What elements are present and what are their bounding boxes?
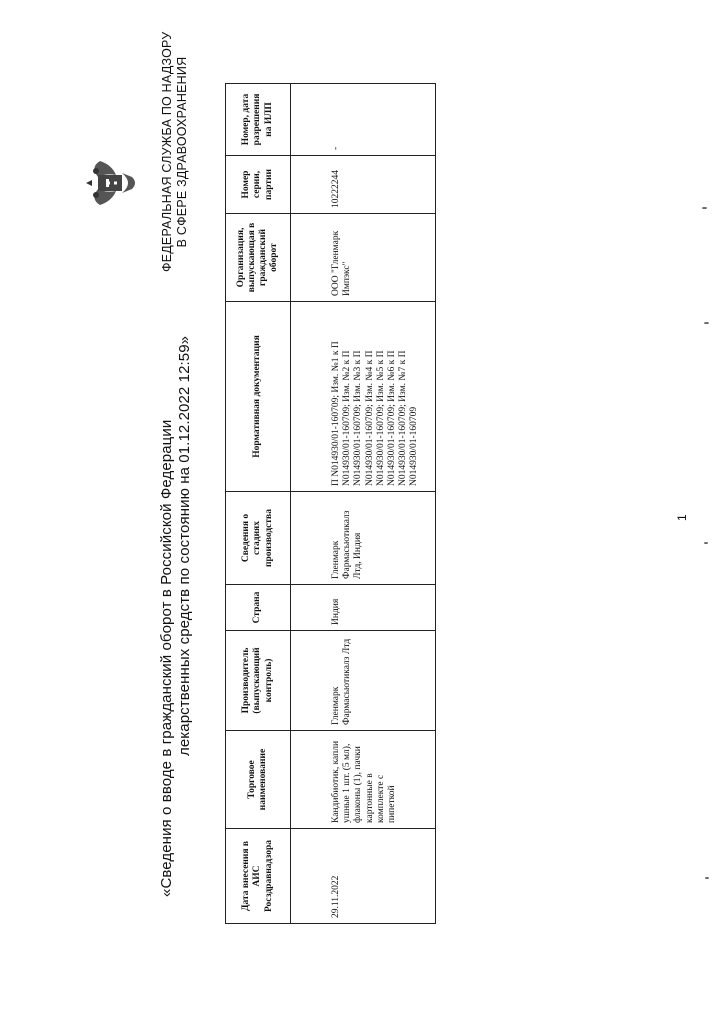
cell-date: 29.11.2022 [291,829,436,924]
header-country: Страна [226,585,291,631]
page-number: 1 [675,514,689,521]
cell-country: Индия [291,585,436,631]
scan-speck [702,207,707,209]
header-production-stages: Сведения о стадиях производства [226,492,291,585]
header-permit: Номер, дата разрешения на ИЛП [226,84,291,156]
header-batch-number: Номер серии, партии [226,156,291,214]
cell-trade-name: Кандибиотик, капли ушные 1 шт. (5 мл), флаконы (1), пачки картонные в комплекте с пипеткой [291,731,436,829]
cell-regulatory-docs: П N014930/01-160709; Изм. №1 к П N014930/01-160709; Изм. №2 к П N014930/01-160709; Изм. №3 к П N014930/01-160709; Изм. №4 к П N014930/01-160709; Изм. №5 к П N014930/01-160709; Изм. №6 к П N014930/01-160709; Изм. №7 к П N014930/01-160709 [291,302,436,492]
header-date: Дата внесения в АИС Росздравнадзора [226,829,291,924]
header-regulatory-docs: Нормативная документация [226,302,291,492]
cell-releasing-org: ООО "Гленмарк Импэкс" [291,214,436,302]
agency-name-line1: ФЕДЕРАЛЬНАЯ СЛУЖБА ПО НАДЗОРУ [160,31,174,272]
cell-manufacturer: Гленмарк Фармасьютикалз Лтд [291,631,436,731]
table-row [291,84,436,924]
scan-speck [704,322,709,324]
header-releasing-org: Организация, выпускающая в гражданский оборот [226,214,291,302]
cell-batch-number: 10222244 [291,156,436,214]
document-title-line2: лекарственных средств по состоянию на 01.12.2022 12:59» [176,335,193,756]
document-title-line1: «Сведения о вводе в гражданский оборот в Российской Федерации [158,419,175,897]
scan-speck [705,877,709,879]
header-trade-name: Торговое наименование [226,731,291,829]
drug-release-table [225,83,436,924]
table-header-row [226,84,291,924]
agency-name-line2: В СФЕРЕ ЗДРАВООХРАНЕНИЯ [175,56,189,248]
cell-permit: - [291,84,436,156]
eagle-emblem-icon [82,155,142,211]
header-manufacturer: Производитель (выпускающий контроль) [226,631,291,731]
scan-speck [704,542,708,544]
cell-production-stages: Гленмарк Фармасьютикалз Лтд, Индия [291,492,436,585]
